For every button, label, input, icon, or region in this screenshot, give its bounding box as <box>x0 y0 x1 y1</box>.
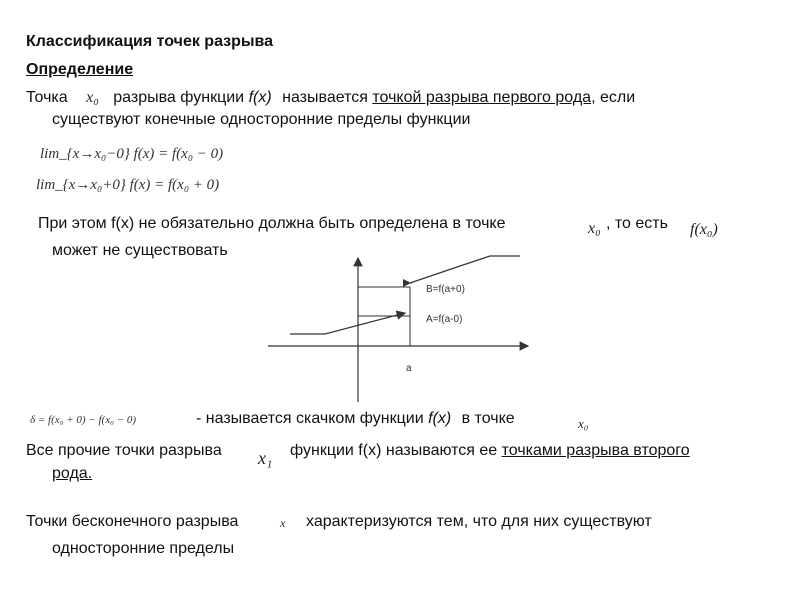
para1-word-tochka: Точка <box>26 89 68 106</box>
para1-is-called: называется <box>282 89 368 106</box>
para1-mid: разрыва функции <box>113 89 245 106</box>
para2-x0: x₀ <box>588 220 601 237</box>
para4-text2: характеризуются тем, что для них существуют <box>306 513 652 530</box>
label-a: A=f(a-0) <box>426 314 463 325</box>
para3-term-second-kind: точками разрыва второго <box>501 442 690 459</box>
para4-line2: односторонние пределы <box>52 540 235 557</box>
para2-fx0: f(x₀) <box>690 221 718 238</box>
para4-x: x <box>280 516 286 530</box>
para1-x0: x₀ <box>86 89 99 106</box>
para3-line1-rest <box>290 442 690 460</box>
para2-then: , то есть <box>606 215 668 232</box>
definition-label: Определение <box>26 61 134 78</box>
para3-text2: функции f(x) называются ее <box>290 442 498 459</box>
para1-fx: f(x) <box>248 89 272 106</box>
jump-line <box>196 410 515 428</box>
para1-line2: существуют конечные односторонние пределы функции <box>52 111 471 128</box>
para2-text: При этом f(x) не обязательно должна быть определена в точке <box>38 215 506 232</box>
formula-left-limit: lim_{x→x₀−0} f(x) = f(x₀ − 0) <box>40 146 224 162</box>
para1-if: , если <box>591 89 636 106</box>
jump-text: - называется скачком функции <box>196 410 424 427</box>
para3-text1: Все прочие точки разрыва <box>26 442 222 459</box>
jump-x0: x₀ <box>578 416 589 431</box>
para3-term-second-kind-end: рода. <box>52 465 93 482</box>
jump-formula: δ = f(x₀ + 0) − f(x₀ − 0) <box>30 414 136 426</box>
para3-x1: x₁ <box>258 448 273 468</box>
para4-text1: Точки бесконечного разрыва <box>26 513 239 530</box>
label-b: B=f(a+0) <box>426 284 465 295</box>
right-branch <box>410 256 520 283</box>
page-title: Классификация точек разрыва <box>26 33 274 50</box>
jump-at: в точке <box>461 410 515 427</box>
tick-label-a: a <box>406 363 412 374</box>
jump-fx: f(x) <box>428 410 452 427</box>
formula-right-limit: lim_{x→x₀+0} f(x) = f(x₀ + 0) <box>36 177 220 193</box>
para1-term-first-kind: точкой разрыва первого рода <box>372 89 592 106</box>
para2-line2: может не существовать <box>52 242 228 259</box>
